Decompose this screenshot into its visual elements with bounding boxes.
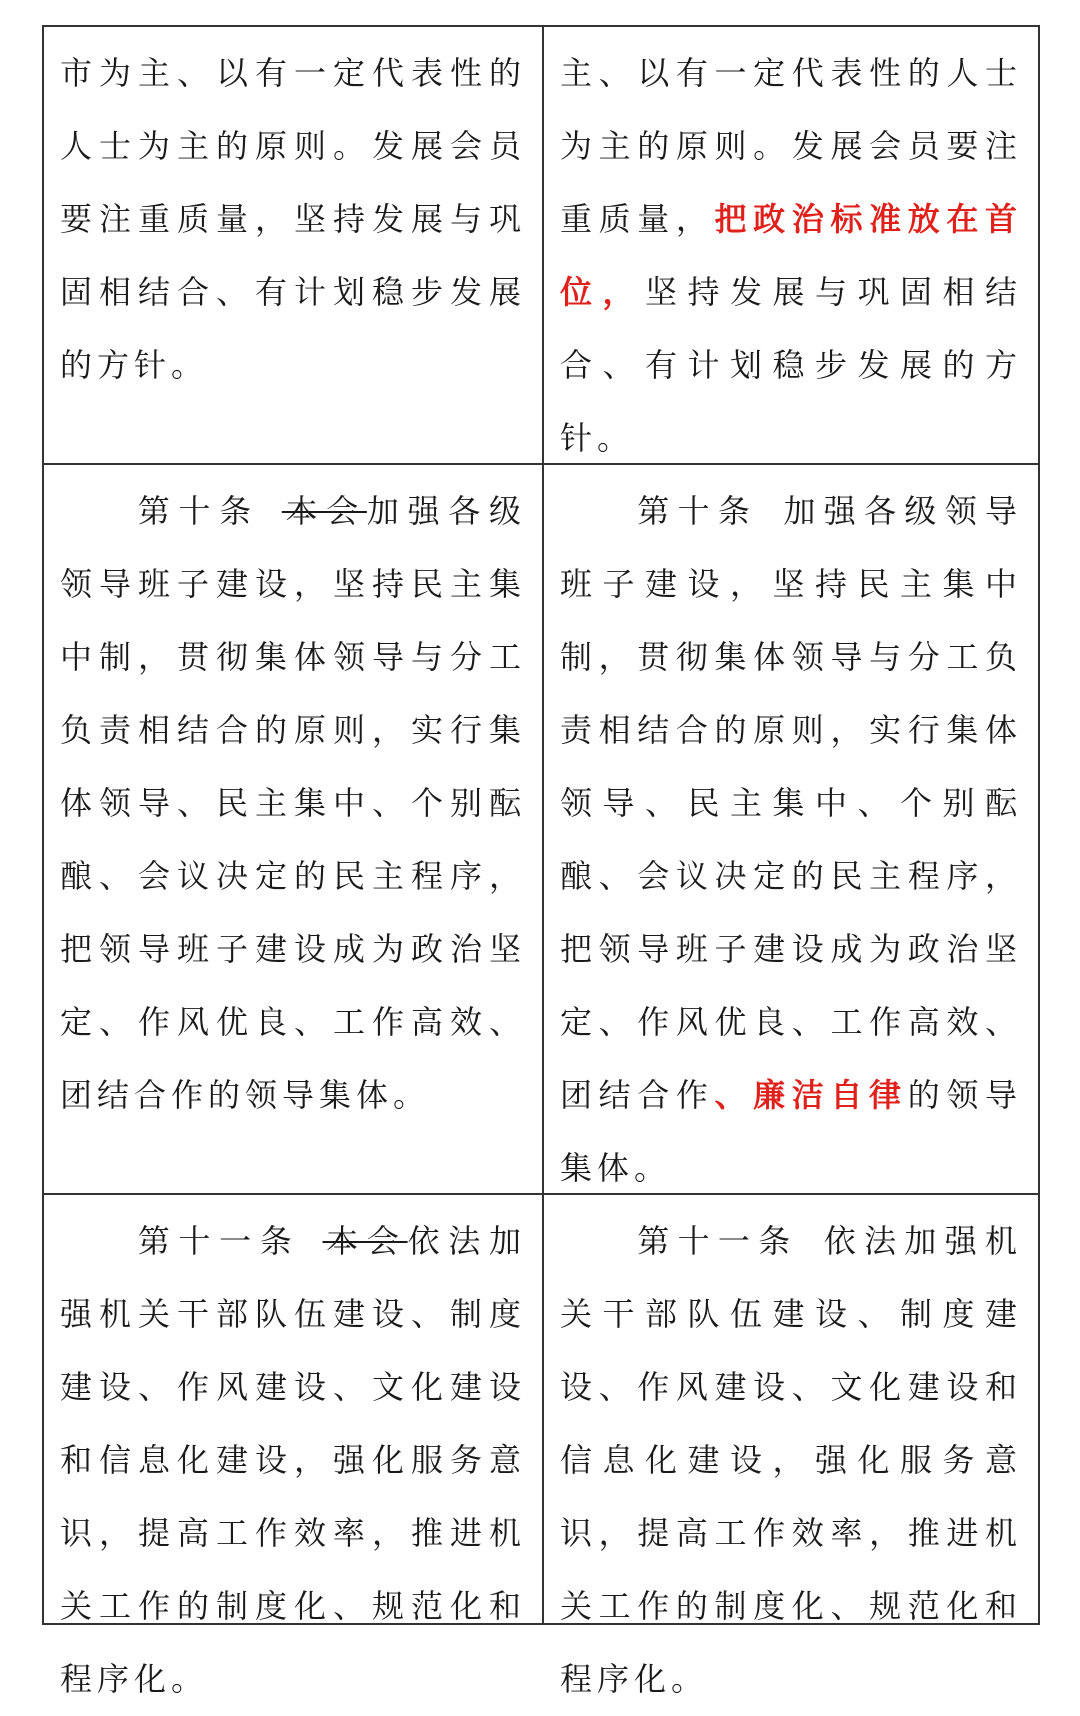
row1-right-text-after: 坚持发展与巩固相结合、有计划稳步发展的方针。 [560,273,1022,457]
comparison-table [42,25,1040,1698]
row1-left-cell [44,27,542,465]
row3-right-cell [544,1195,1038,1698]
row3-left-text: 依法加强机关干部队伍建设、制度建设、作风建设、文化建设和信息化建设，强化服务意识，提高工作效率，推进机关工作的制度化、规范化和程序化。 [60,1222,526,1698]
row3-right-text: 依法加强机关干部队伍建设、制度建设、作风建设、文化建设和信息化建设，强化服务意识，提高工作效率，推进机关工作的制度化、规范化和程序化。 [560,1222,1022,1698]
row2-left-cell [44,465,542,1195]
row2-right-text-before: 加强各级领导班子建设，坚持民主集中制，贯彻集体领导与分工负责相结合的原则，实行集体领导、民主集中、个别酝酿、会议决定的民主程序，把领导班子建设成为政治坚定、作风优良、工作高效、团结合作 [560,492,1022,1114]
row2-left-article: 第十条 [134,492,260,530]
row1-right-highlight: 把政治标准放在首位， [560,200,1022,311]
row2-right-cell [544,465,1038,1195]
row1-left-text: 市为主、以有一定代表性的人士为主的原则。发展会员要注重质量，坚持发展与巩固相结合、有计划稳步发展的方针。 [60,54,526,384]
row2-right-highlight: 、廉洁自律 [714,1076,908,1114]
row2-left-text: 加强各级领导班子建设，坚持民主集中制，贯彻集体领导与分工负责相结合的原则，实行集体领导、民主集中、个别酝酿、会议决定的民主程序，把领导班子建设成为政治坚定、作风优良、工作高效、团结合作的领导集体。 [60,492,526,1114]
row3-right-article: 第十一条 [634,1222,799,1260]
row1-right-text-before: 主、以有一定代表性的人士为主的原则。发展会员要注重质量， [560,54,1022,238]
row3-left-struck-text: 本会 [322,1222,408,1260]
row3-left-cell [44,1195,542,1698]
row1-right-cell [544,27,1038,465]
row2-right-article: 第十条 [634,492,759,530]
row2-left-struck-text: 本会 [281,492,367,530]
row3-left-article: 第十一条 [134,1222,301,1260]
row2-right-text-after: 的领导集体。 [560,1076,1022,1187]
